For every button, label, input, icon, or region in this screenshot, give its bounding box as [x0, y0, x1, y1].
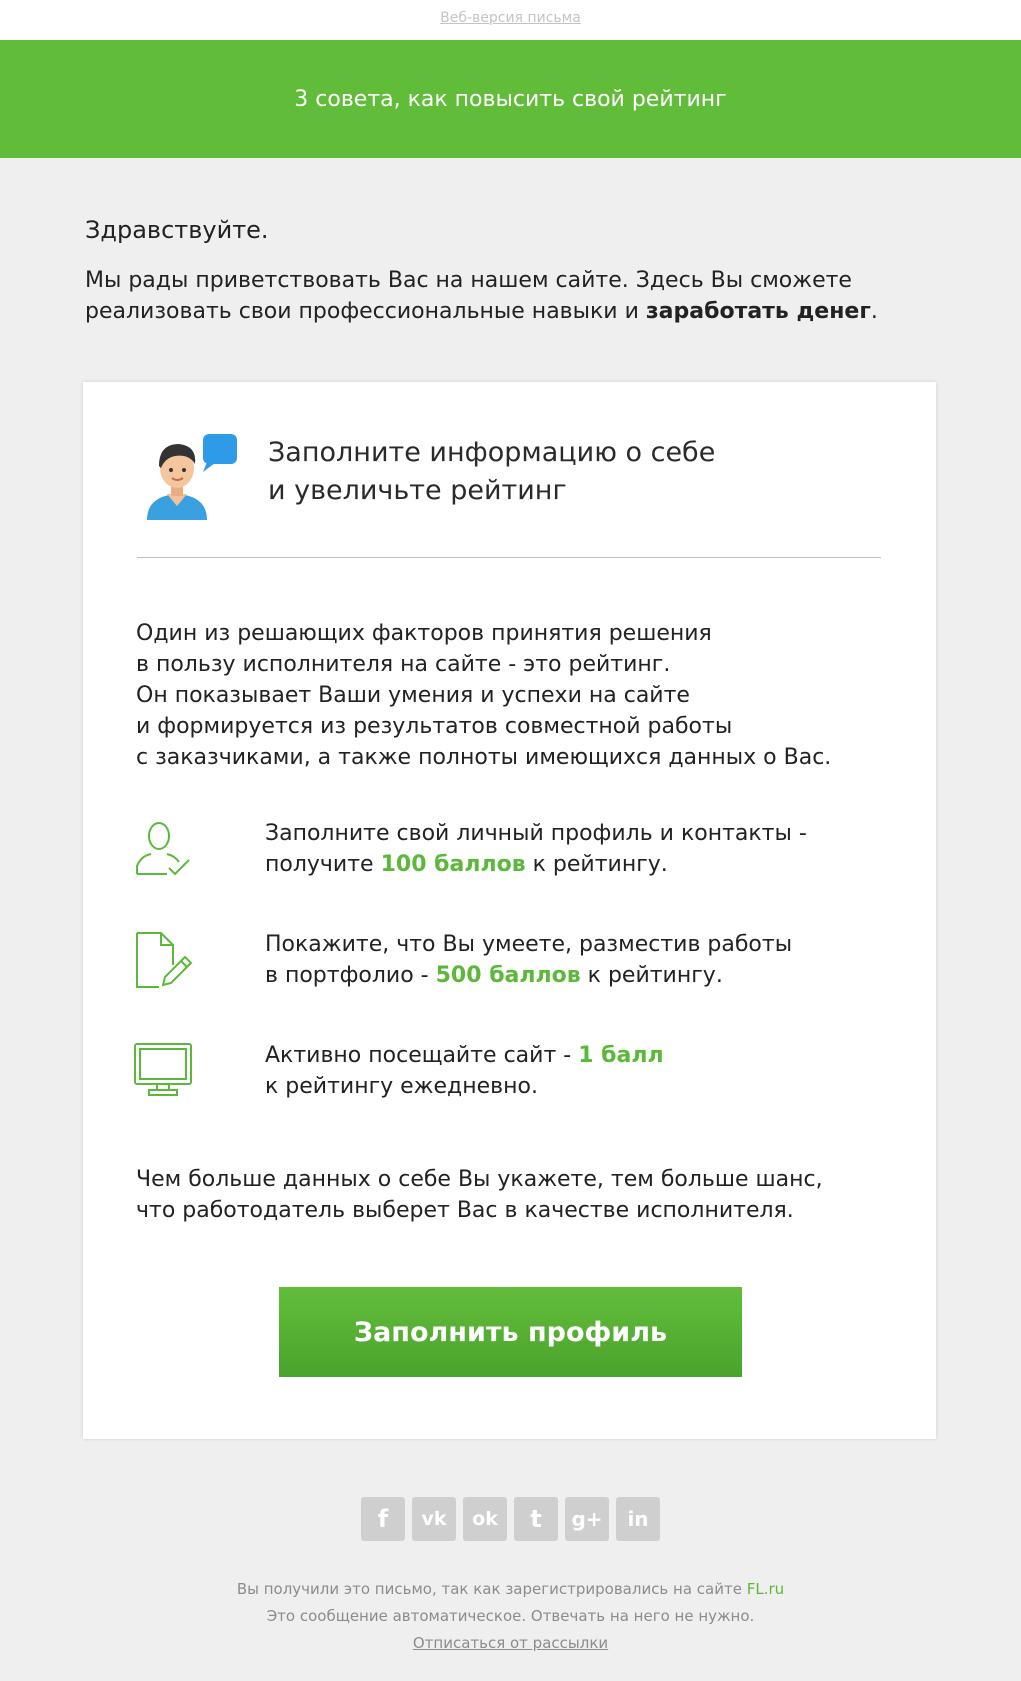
points-highlight: 500 баллов [435, 963, 581, 988]
card-title-line: Заполните информацию о себе [268, 437, 716, 468]
tip-text [265, 929, 885, 991]
tip-line-part: получите [265, 852, 381, 877]
card-title-line: и увеличьте рейтинг [268, 475, 567, 506]
social-links [361, 1497, 661, 1541]
web-version-bar [0, 0, 1021, 40]
divider [137, 557, 881, 558]
tip-text [265, 1040, 885, 1102]
footer-line [0, 1576, 1021, 1603]
tip-line [265, 960, 885, 991]
odnoklassniki-icon[interactable]: ok [463, 1497, 507, 1541]
fill-profile-button[interactable]: Заполнить профиль [279, 1287, 742, 1377]
tip-line-part: к рейтингу. [525, 852, 668, 877]
paragraph-line: Он показывает Ваши умения и успехи на сайте [136, 683, 690, 708]
paragraph-line: в пользу исполнителя на сайте - это рейтинг. [136, 652, 671, 677]
linkedin-icon[interactable]: in [616, 1497, 660, 1541]
paragraph-line: Один из решающих факторов принятия решения [136, 621, 712, 646]
twitter-icon[interactable]: t [514, 1497, 558, 1541]
paragraph-line: с заказчиками, а также полноты имеющихся данных о Вас. [136, 745, 832, 770]
tip-line: к рейтингу ежедневно. [265, 1074, 538, 1099]
web-version-link[interactable]: Веб-версия письма [440, 10, 581, 26]
site-link[interactable]: FL.ru [746, 1580, 785, 1598]
header-banner [0, 40, 1021, 158]
unsubscribe-link[interactable]: Отписаться от рассылки [412, 1634, 609, 1652]
content-card [83, 382, 936, 1439]
points-highlight: 100 баллов [380, 852, 526, 877]
user-check-icon [133, 818, 193, 878]
tip-line-part: в портфолио - [265, 963, 436, 988]
greeting-heading: Здравствуйте. [85, 216, 269, 244]
tip-item-portfolio [133, 929, 893, 999]
footer-line: Это сообщение автоматическое. Отвечать на него не нужно. [266, 1607, 755, 1625]
paragraph-line: и формируется из результатов совместной работы [136, 714, 733, 739]
tip-line: Покажите, что Вы умеете, разместив работы [265, 932, 793, 957]
intro-text [85, 265, 965, 327]
tip-line: Заполните свой личный профиль и контакты - [265, 821, 807, 846]
closing-line: Чем больше данных о себе Вы укажете, тем больше шанс, [136, 1167, 823, 1192]
tip-item-profile [133, 818, 893, 888]
footer [0, 1576, 1021, 1657]
tip-item-activity [133, 1040, 893, 1110]
footer-text: Вы получили это письмо, так как зарегистрировались на сайте [236, 1580, 747, 1598]
tip-line [265, 1040, 885, 1071]
tip-line-part: Активно посещайте сайт - [265, 1043, 579, 1068]
intro-text-end: . [870, 299, 878, 324]
document-edit-icon [133, 929, 193, 989]
facebook-icon[interactable]: f [361, 1497, 405, 1541]
tip-line [265, 849, 885, 880]
intro-text-part: Мы рады приветствовать Вас на нашем сайте. Здесь Вы сможете реализовать свои профессиональные навыки и [85, 268, 852, 324]
intro-bold-text: заработать денег [645, 299, 871, 324]
closing-line: что работодатель выберет Вас в качестве исполнителя. [136, 1198, 794, 1223]
closing-text [136, 1164, 896, 1226]
points-highlight: 1 балл [578, 1043, 664, 1068]
tip-line-part: к рейтингу. [580, 963, 723, 988]
person-chat-icon [143, 432, 243, 522]
footer-line [0, 1630, 1021, 1657]
tip-text [265, 818, 885, 880]
rating-description [136, 618, 896, 773]
banner-title: 3 совета, как повысить свой рейтинг [294, 86, 727, 112]
monitor-icon [133, 1040, 193, 1100]
card-title [268, 434, 868, 510]
google-plus-icon[interactable]: g+ [565, 1497, 609, 1541]
vk-icon[interactable]: vk [412, 1497, 456, 1541]
